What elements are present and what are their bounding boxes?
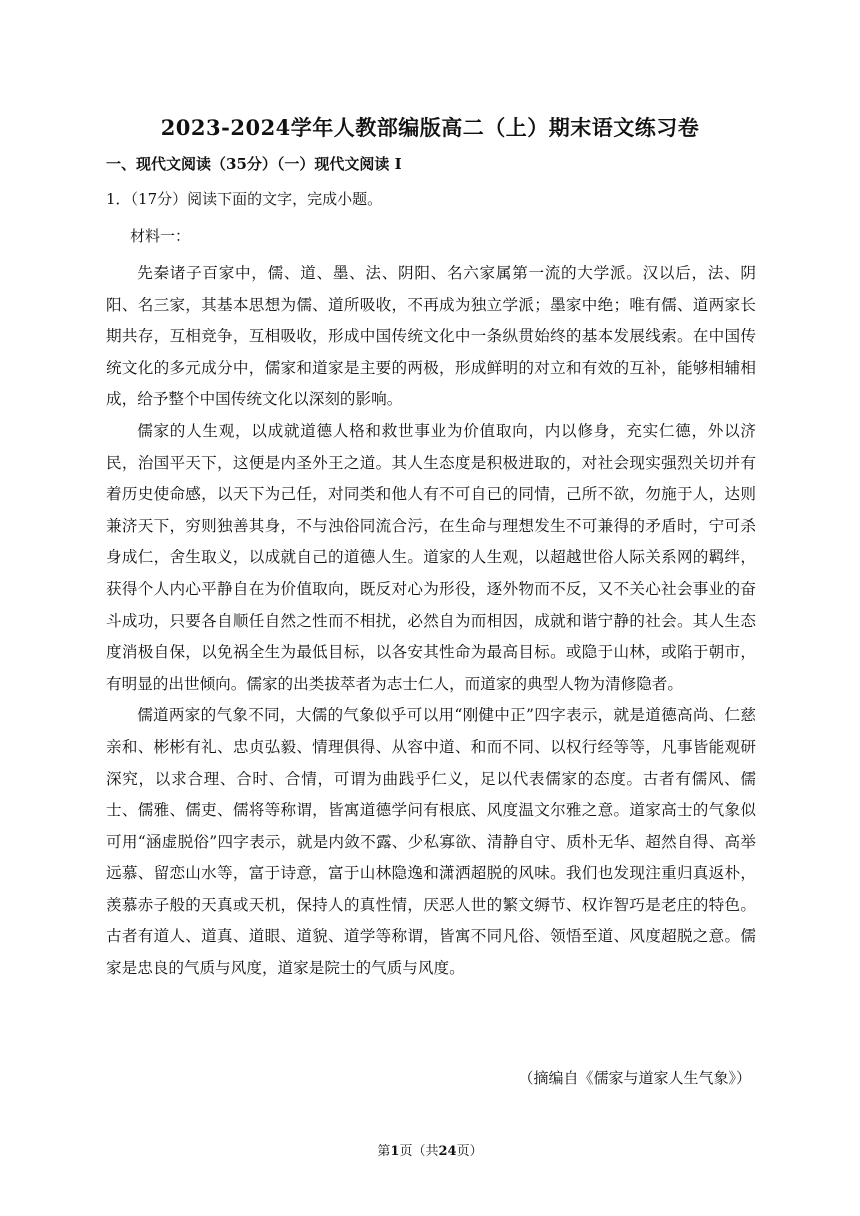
reading-passage: [106, 258, 756, 985]
footer-middle: 页（共: [399, 1144, 439, 1159]
footer-total-pages: 24: [438, 1144, 457, 1159]
footer-prefix: 第: [377, 1144, 391, 1159]
section-heading: 一、现代文阅读（35分）（一）现代文阅读 I: [106, 155, 402, 173]
material-label: 材料一：: [130, 227, 191, 245]
passage-paragraph-2: 儒家的人生观，以成就道德人格和救世事业为价值取向，内以修身，充实仁德，外以济民，治国平天下，这便是内圣外王之道。其人生态度是积极进取的，对社会现实强烈关切并有着历史使命感，以天下为己任，对同类和他人有不可自已的同情，己所不欲，勿施于人，达则兼济天下，穷则独善其身，不与浊俗同流合污，在生命与理想发生不可兼得的矛盾时，宁可杀身成仁，舍生取义，以成就自己的道德人生。道家的人生观，以超越世俗人际关系网的羁绊，获得个人内心平静自在为价值取向，既反对心为形役，逐外物而不反，又不关心社会事业的奋斗成功，只要各自顺任自然之性而不相扰，必然自为而相因，成就和谐宁静的社会。其人生态度消极自保，以免祸全生为最低目标，以各安其性命为最高目标。或隐于山林，或陷于朝市，有明显的出世倾向。儒家的出类拔萃者为志士仁人，而道家的典型人物为清修隐者。: [106, 421, 756, 693]
page-footer: [0, 1140, 860, 1159]
footer-suffix: 页）: [456, 1144, 483, 1159]
passage-paragraph-1: 先秦诸子百家中，儒、道、墨、法、阴阳、名六家属第一流的大学派。汉以后，法、阴阳、名三家，其基本思想为儒、道所吸收，不再成为独立学派；墨家中绝；唯有儒、道两家长期共存，互相竞争，互相吸收，形成中国传统文化中一条纵贯始终的基本发展线索。在中国传统文化的多元成分中，儒家和道家是主要的两极，形成鲜明的对立和有效的互补，能够相辅相成，给予整个中国传统文化以深刻的影响。: [106, 264, 756, 409]
exam-title: 2023-2024学年人教部编版高二（上）期末语文练习卷: [160, 115, 700, 140]
footer-page-number: 1: [390, 1144, 400, 1159]
question-prompt: 1．（17分）阅读下面的文字，完成小题。: [106, 190, 383, 208]
passage-paragraph-3: 儒道两家的气象不同，大儒的气象似乎可以用“刚健中正”四字表示，就是道德高尚、仁慈亲和、彬彬有礼、忠贞弘毅、情理俱得、从容中道、和而不同、以权行经等等，凡事皆能观研深究，以求合理、合时、合情，可谓为曲践乎仁义，足以代表儒家的态度。古者有儒风、儒士、儒雅、儒吏、儒将等称谓，皆寓道德学问有根底、风度温文尔雅之意。道家高士的气象似可用“涵虚脱俗”四字表示，就是内敛不露、少私寡欲、清静自守、质朴无华、超然自得、高举远慕、留恋山水等，富于诗意，富于山林隐逸和潇洒超脱的风味。我们也发现注重归真返朴，羡慕赤子般的天真或天机，保持人的真性情，厌恶人世的繁文缛节、权诈智巧是老庄的特色。古者有道人、道真、道眼、道貌、道学等称谓，皆寓不同凡俗、领悟至道、风度超脱之意。儒家是忠良的气质与风度，道家是院士的气质与风度。: [106, 706, 756, 978]
source-citation: （摘编自《儒家与道家人生气象》）: [518, 1069, 751, 1087]
